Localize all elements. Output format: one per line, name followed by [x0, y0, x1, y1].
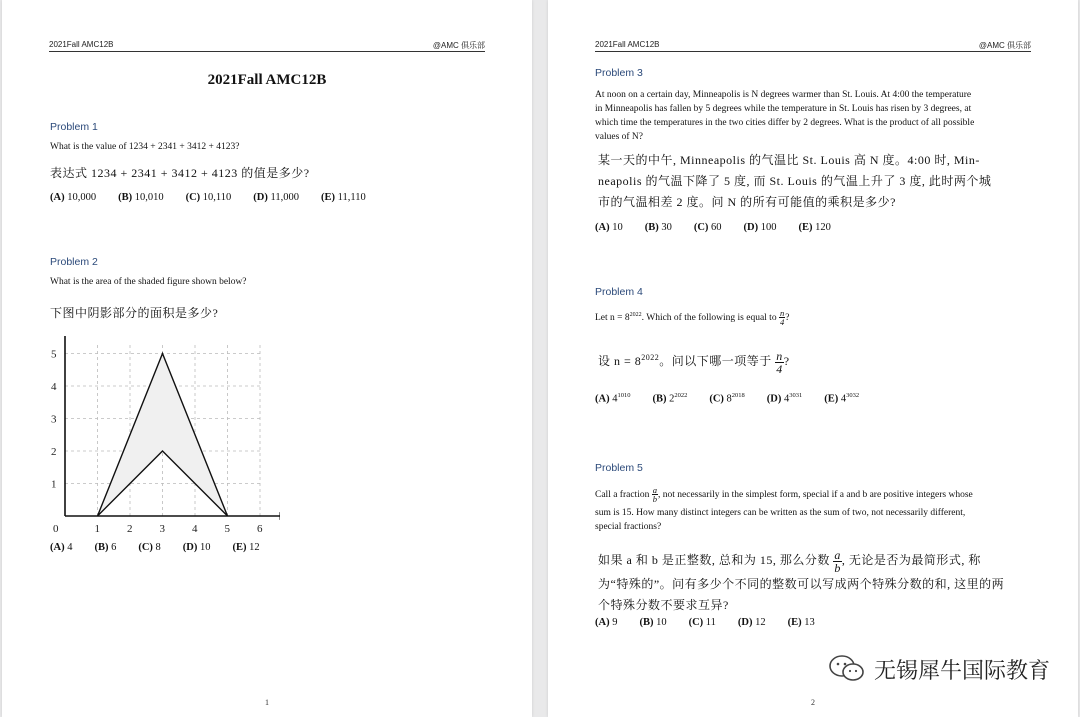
problem-3-title: Problem 3	[595, 67, 643, 79]
fraction-a-over-b	[833, 549, 842, 574]
text-line: 为“特殊的”。问有多少个不同的整数可以写成两个特殊分数的和, 这里的两	[598, 576, 1005, 591]
choice-letter: (C)	[185, 192, 201, 203]
wechat-icon	[828, 653, 866, 685]
choice-letter: (E)	[824, 393, 839, 405]
answer-choice: (A) 10	[595, 222, 623, 233]
choice-letter: (D)	[743, 222, 759, 233]
text-run: ?	[785, 313, 790, 324]
x-tick-label: 6	[257, 523, 263, 535]
answer-choice: (D) 11,000	[253, 192, 299, 203]
answer-choice: (B) 6	[94, 542, 117, 553]
exponent: 2022	[629, 312, 642, 318]
answer-choice: (B) $2^{2022}$	[652, 392, 688, 405]
header-right: @AMC 俱乐部	[978, 41, 1031, 50]
problem-2-choices	[50, 542, 260, 553]
problem-2-english: What is the area of the shaded figure shown below?	[50, 277, 247, 287]
answer-choice: (B) 10,010	[118, 192, 164, 203]
choice-letter: (C)	[688, 617, 704, 628]
choice-letter: (B)	[94, 542, 109, 553]
exponent: 2018	[731, 392, 745, 399]
text-run: 。问以下哪一项等于	[659, 354, 772, 368]
answer-choice: (C) $8^{2018}$	[709, 392, 745, 405]
problem-4-choices	[595, 392, 859, 405]
text-run: 如果 a 和 b 是正整数, 总和为 15, 那么分数	[598, 553, 830, 567]
header-right: @AMC 俱乐部	[432, 41, 485, 50]
text-line: 某一天的中午, Minneapolis 的气温比 St. Louis 高 N 度。4:00 时, Min-	[598, 153, 980, 167]
problem-4-english	[595, 306, 789, 327]
choice-letter: (B)	[652, 393, 667, 405]
answer-choice: (A) 9	[595, 617, 618, 628]
choice-letter: (E)	[320, 192, 335, 203]
text-run: . Which of the following is equal to	[641, 313, 777, 324]
problem-2-title: Problem 2	[50, 256, 98, 268]
numerator: a	[834, 547, 841, 562]
denominator: b	[834, 560, 841, 575]
problem-1-english: What is the value of 1234 + 2341 + 3412 + 4123?	[50, 142, 240, 152]
choice-letter: (C)	[709, 393, 724, 405]
header-left: 2021Fall AMC12B	[595, 40, 660, 49]
text-line: sum is 15. How many distinct integers can be written as the sum of two, not necessarily different,	[595, 508, 966, 518]
exponent: 3032	[846, 392, 860, 399]
answer-choice: (A) 4	[50, 542, 73, 553]
exponent: 3031	[789, 392, 803, 399]
text-line: neapolis 的气温下降了 5 度, 而 St. Louis 的气温上升了 3 度, 此时两个城	[598, 174, 992, 188]
answer-choice: (A) $4^{1010}$	[595, 392, 631, 405]
text-run: , 无论是否为最简形式, 称	[841, 553, 981, 567]
answer-choice: (C) 8	[138, 542, 161, 553]
denominator: 4	[776, 361, 783, 376]
problem-3-chinese	[598, 150, 991, 213]
answer-choice: (C) 10,110	[185, 192, 232, 203]
choice-letter: (B)	[639, 617, 654, 628]
choice-letter: (C)	[138, 542, 153, 553]
problem-3-english	[595, 88, 1035, 144]
denominator: b	[652, 494, 657, 505]
choice-letter: (E)	[798, 222, 813, 233]
exponent: 1010	[617, 392, 631, 399]
denominator: 4	[779, 317, 785, 328]
text-run: Let n = 8	[595, 313, 630, 324]
choice-letter: (B)	[118, 192, 133, 203]
text-line: which time the temperatures in the two cities differ by 2 degrees. What is the product of all possible	[595, 118, 975, 128]
problem-1-choices	[50, 192, 366, 203]
numerator: n	[779, 307, 785, 318]
x-tick-label: 3	[159, 523, 165, 535]
answer-choice: (B) 30	[644, 222, 672, 233]
answer-choice: (D) 100	[743, 222, 777, 233]
problem-4-title: Problem 4	[595, 286, 643, 298]
page-number: 2	[811, 698, 815, 707]
answer-choice: (D) 12	[737, 617, 766, 628]
problem-4-chinese	[598, 344, 790, 375]
page-number: 1	[265, 698, 269, 707]
numerator: a	[652, 484, 657, 495]
exponent: 2022	[641, 353, 660, 362]
choice-letter: (D)	[182, 542, 198, 553]
text-run: 设 n = 8	[598, 354, 642, 368]
answer-choice: (D) 10	[182, 542, 211, 553]
text-line: in Minneapolis has fallen by 5 degrees while the temperature in St. Louis has risen by 3 degrees, at	[595, 104, 972, 114]
answer-choice: (E) 11,110	[320, 192, 366, 203]
watermark	[828, 653, 1050, 685]
x-tick-label: 1	[94, 523, 100, 535]
page-header	[595, 40, 1031, 52]
answer-choice: (E) 120	[798, 222, 831, 233]
y-tick-label: 3	[51, 413, 57, 426]
y-tick-label: 1	[51, 478, 57, 491]
text-run: , not necessarily in the simplest form, special if a and b are positive integers whose	[658, 490, 973, 500]
choice-letter: (D)	[253, 192, 268, 203]
problem-5-title: Problem 5	[595, 462, 643, 474]
x-tick-label: 0	[53, 523, 59, 535]
page-title: 2021Fall AMC12B	[207, 72, 327, 88]
choice-letter: (A)	[595, 222, 610, 233]
x-tick-label: 5	[224, 523, 230, 535]
text-line: special fractions?	[595, 522, 662, 532]
answer-choice: (C) 60	[693, 222, 722, 233]
choice-letter: (B)	[644, 222, 659, 233]
problem-5-choices	[595, 617, 815, 628]
answer-choice: (E) $4^{3032}$	[824, 392, 860, 405]
y-tick-label: 4	[51, 381, 57, 393]
text-line: 市的气温相差 2 度。问 N 的所有可能值的乘积是多少?	[598, 195, 896, 209]
exponent: 2022	[674, 392, 688, 399]
y-tick-label: 5	[51, 348, 57, 361]
text-line	[598, 548, 1004, 574]
x-tick-label: 2	[127, 523, 133, 535]
answer-choice: (D) $4^{3031}$	[766, 392, 803, 405]
answer-choice: (B) 10	[639, 617, 667, 628]
choice-letter: (A)	[50, 542, 65, 553]
page-header	[49, 40, 485, 52]
text-line: 个特殊分数不要求互异?	[598, 597, 729, 612]
answer-choice: (E) 13	[787, 617, 815, 628]
y-tick-label: 2	[51, 446, 57, 458]
problem-3-choices	[595, 222, 831, 233]
choice-letter: (D)	[737, 617, 753, 628]
x-tick-label: 4	[192, 523, 198, 535]
text-run: Call a fraction	[595, 490, 650, 500]
answer-choice: (E) 12	[232, 542, 260, 553]
numerator: n	[776, 348, 783, 363]
text-line	[595, 484, 1035, 506]
x-axis-arrow	[280, 512, 281, 520]
document-page-1	[2, 0, 532, 717]
choice-letter: (E)	[232, 542, 247, 553]
choice-letter: (A)	[50, 192, 65, 203]
text-run: ?	[783, 354, 790, 368]
text-line: values of N?	[595, 132, 644, 142]
text-line: At noon on a certain day, Minneapolis is N degrees warmer than St. Louis. At 4:00 the temperature	[595, 90, 972, 100]
problem-1-title: Problem 1	[50, 121, 98, 133]
choice-letter: (C)	[693, 222, 709, 233]
choice-letter: (A)	[595, 393, 610, 405]
choice-letter: (E)	[787, 617, 802, 628]
problem-2-chinese: 下图中阴影部分的面积是多少?	[50, 306, 219, 320]
answer-choice: (C) 11	[688, 617, 716, 628]
problem-5-english	[595, 484, 1035, 534]
document-page-2	[548, 0, 1078, 717]
watermark-text: 无锡犀牛国际教育	[873, 658, 1050, 684]
fraction-n-over-4	[775, 350, 784, 375]
header-left: 2021Fall AMC12B	[49, 40, 114, 49]
problem-5-chinese	[598, 548, 1004, 616]
choice-letter: (D)	[766, 393, 782, 405]
problem-1-chinese: 表达式 1234 + 2341 + 3412 + 4123 的值是多少?	[50, 166, 310, 180]
shaded-figure	[40, 336, 280, 536]
choice-letter: (A)	[595, 617, 610, 628]
answer-choice: (A) 10,000	[50, 192, 97, 203]
